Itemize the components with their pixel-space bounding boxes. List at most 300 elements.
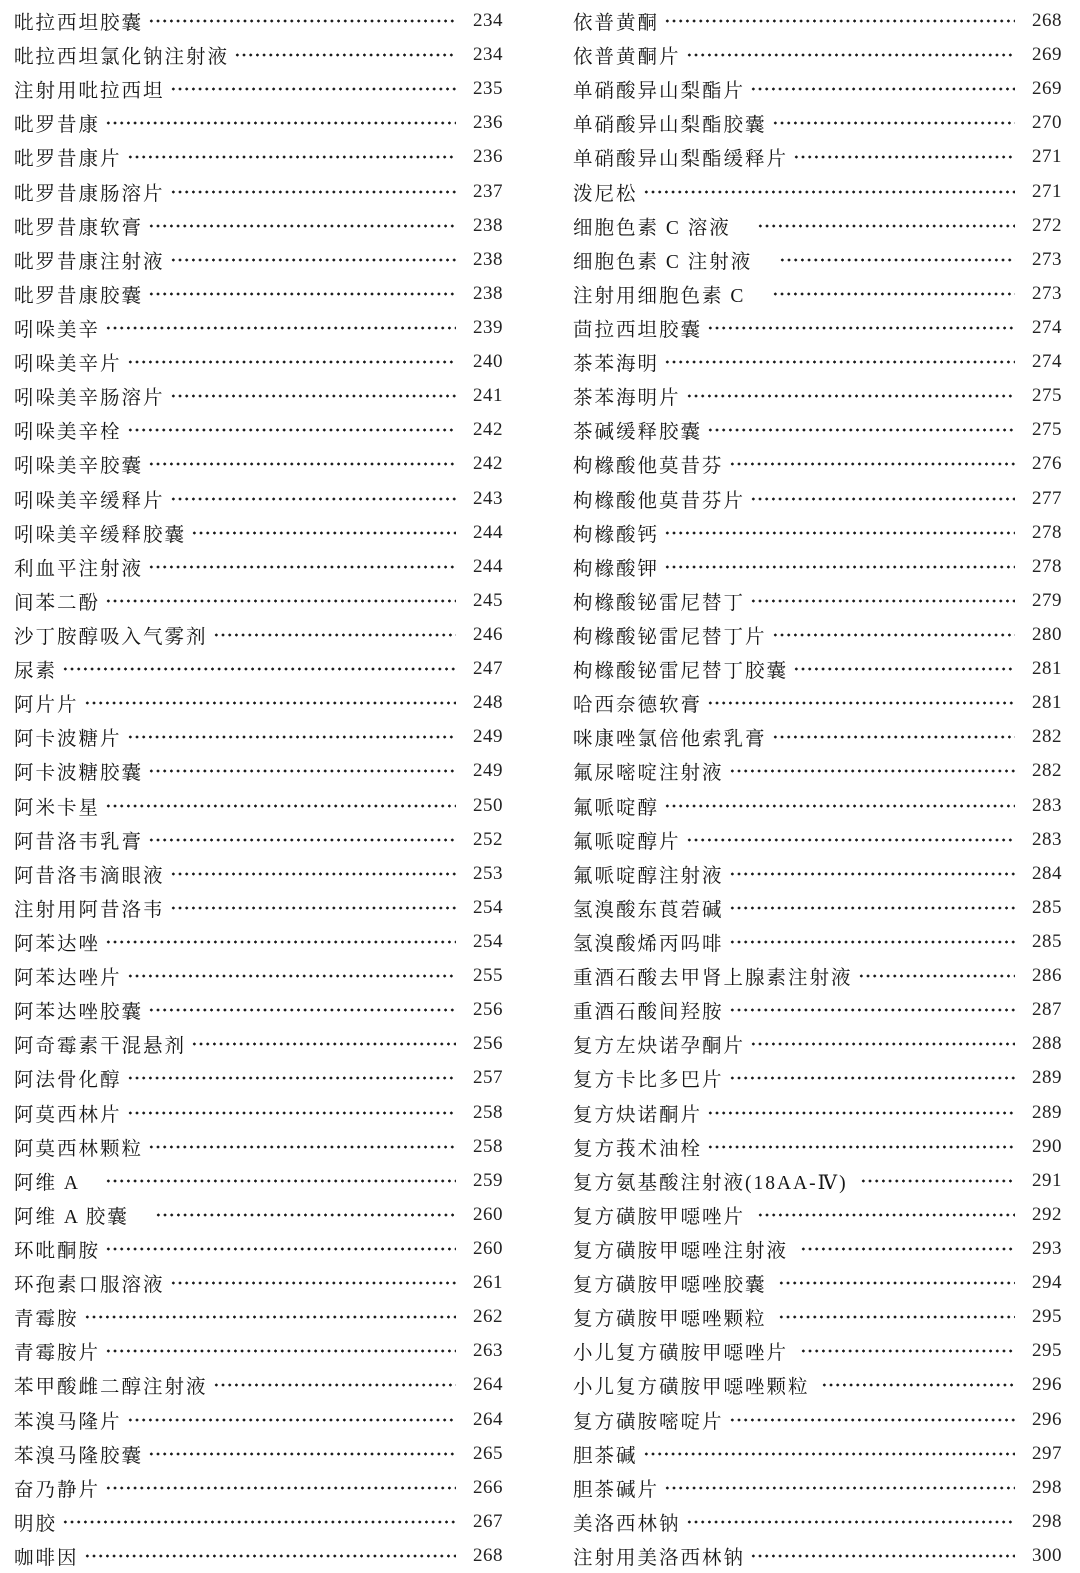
drug-name: 重酒石酸间羟胺 bbox=[573, 1002, 724, 1024]
toc-entry bbox=[14, 550, 503, 584]
dot-leader bbox=[707, 413, 1015, 447]
drug-name: 阿苯达唑胶囊 bbox=[14, 1002, 144, 1024]
dot-leader bbox=[148, 4, 456, 38]
dot-leader bbox=[148, 447, 456, 481]
toc-entry bbox=[14, 1198, 503, 1232]
page-number: 271 bbox=[1032, 180, 1062, 202]
drug-name: 吡罗昔康片 bbox=[14, 149, 122, 171]
toc-entry bbox=[573, 1027, 1062, 1061]
toc-entry bbox=[573, 1130, 1062, 1164]
drug-name: 阿莫西林片 bbox=[14, 1104, 122, 1126]
page-number: 275 bbox=[1032, 385, 1062, 407]
drug-name: 青霉胺片 bbox=[14, 1343, 101, 1365]
drug-name: 泼尼松 bbox=[573, 183, 638, 205]
toc-entry bbox=[573, 209, 1062, 243]
toc-entry bbox=[573, 550, 1062, 584]
toc-entry bbox=[14, 4, 503, 38]
toc-entry bbox=[573, 447, 1062, 481]
dot-leader bbox=[105, 311, 456, 345]
page-number: 273 bbox=[1032, 282, 1062, 304]
drug-name: 环孢素口服溶液 bbox=[14, 1275, 165, 1297]
drug-name: 利血平注射液 bbox=[14, 558, 144, 580]
dot-leader bbox=[860, 1164, 1015, 1198]
drug-name: 奋乃静片 bbox=[14, 1479, 101, 1501]
page-number: 271 bbox=[1032, 146, 1062, 168]
drug-name: 注射用细胞色素 C bbox=[573, 285, 767, 307]
toc-entry bbox=[14, 1232, 503, 1266]
dot-leader bbox=[800, 1334, 1015, 1368]
page-number: 260 bbox=[473, 1203, 503, 1225]
drug-name: 茴拉西坦胶囊 bbox=[573, 320, 703, 342]
drug-name: 吲哚美辛缓释胶囊 bbox=[14, 524, 187, 546]
drug-name: 吡罗昔康软膏 bbox=[14, 217, 144, 239]
toc-entry bbox=[573, 823, 1062, 857]
page-number: 278 bbox=[1032, 555, 1062, 577]
toc-entry bbox=[14, 925, 503, 959]
toc-entry bbox=[14, 1402, 503, 1436]
page-number: 289 bbox=[1032, 1101, 1062, 1123]
toc-entry bbox=[573, 345, 1062, 379]
page-number: 298 bbox=[1032, 1510, 1062, 1532]
toc-entry bbox=[573, 311, 1062, 345]
drug-name: 枸橼酸铋雷尼替丁胶囊 bbox=[573, 661, 789, 683]
page-number: 249 bbox=[473, 726, 503, 748]
toc-entry bbox=[14, 1266, 503, 1300]
page-number: 276 bbox=[1032, 453, 1062, 475]
page-number: 274 bbox=[1032, 317, 1062, 339]
dot-leader bbox=[643, 175, 1015, 209]
page-number: 246 bbox=[473, 624, 503, 646]
drug-name: 复方卡比多巴片 bbox=[573, 1070, 724, 1092]
toc-entry bbox=[573, 789, 1062, 823]
dot-leader bbox=[664, 345, 1015, 379]
page-number: 250 bbox=[473, 794, 503, 816]
drug-name: 氟哌啶醇 bbox=[573, 797, 660, 819]
dot-leader bbox=[213, 618, 456, 652]
dot-leader bbox=[234, 38, 456, 72]
dot-leader bbox=[772, 720, 1015, 754]
toc-entry bbox=[14, 413, 503, 447]
dot-leader bbox=[779, 243, 1015, 277]
drug-name: 阿卡波糖片 bbox=[14, 729, 122, 751]
page-number: 279 bbox=[1032, 589, 1062, 611]
dot-leader bbox=[664, 4, 1015, 38]
drug-name: 阿维 A 胶囊 bbox=[14, 1206, 151, 1228]
page-number: 237 bbox=[473, 180, 503, 202]
toc-entry bbox=[14, 823, 503, 857]
page-number: 282 bbox=[1032, 726, 1062, 748]
page-number: 295 bbox=[1032, 1306, 1062, 1328]
dot-leader bbox=[707, 1096, 1015, 1130]
dot-leader bbox=[729, 993, 1015, 1027]
toc-entry bbox=[14, 891, 503, 925]
page-number: 235 bbox=[473, 78, 503, 100]
page-number: 280 bbox=[1032, 624, 1062, 646]
dot-leader bbox=[105, 584, 456, 618]
dot-leader bbox=[105, 925, 456, 959]
toc-entry bbox=[14, 345, 503, 379]
dot-leader bbox=[127, 1402, 456, 1436]
dot-leader bbox=[170, 1266, 456, 1300]
page-number: 253 bbox=[473, 862, 503, 884]
toc-entry bbox=[14, 1061, 503, 1095]
toc-entry bbox=[573, 754, 1062, 788]
drug-name: 单硝酸异山梨酯片 bbox=[573, 81, 746, 103]
dot-leader bbox=[105, 1232, 456, 1266]
dot-leader bbox=[778, 1266, 1015, 1300]
drug-name: 枸橼酸他莫昔芬 bbox=[573, 456, 724, 478]
page-number: 261 bbox=[473, 1272, 503, 1294]
page-number: 260 bbox=[473, 1237, 503, 1259]
page-number: 288 bbox=[1032, 1033, 1062, 1055]
toc-entry bbox=[573, 686, 1062, 720]
toc-entry bbox=[573, 106, 1062, 140]
drug-name: 阿奇霉素干混悬剂 bbox=[14, 1036, 187, 1058]
toc-entry bbox=[14, 1539, 503, 1573]
page-number: 297 bbox=[1032, 1442, 1062, 1464]
drug-name: 阿法骨化醇 bbox=[14, 1070, 122, 1092]
page-number: 238 bbox=[473, 248, 503, 270]
page-number: 268 bbox=[1032, 10, 1062, 32]
drug-name: 胆茶碱 bbox=[573, 1445, 638, 1467]
toc-entry bbox=[14, 1027, 503, 1061]
drug-name: 依普黄酮 bbox=[573, 13, 660, 35]
page-number: 239 bbox=[473, 317, 503, 339]
drug-name: 吲哚美辛缓释片 bbox=[14, 490, 165, 512]
drug-name: 吡罗昔康胶囊 bbox=[14, 285, 144, 307]
dot-leader bbox=[707, 686, 1015, 720]
drug-name: 茶苯海明片 bbox=[573, 388, 681, 410]
dot-leader bbox=[643, 1437, 1015, 1471]
page-number: 236 bbox=[473, 146, 503, 168]
toc-entry bbox=[14, 209, 503, 243]
drug-name: 吲哚美辛片 bbox=[14, 354, 122, 376]
page-number: 236 bbox=[473, 112, 503, 134]
toc-entry bbox=[573, 925, 1062, 959]
page-number: 245 bbox=[473, 589, 503, 611]
dot-leader bbox=[800, 1232, 1015, 1266]
page-number: 283 bbox=[1032, 794, 1062, 816]
drug-name: 依普黄酮片 bbox=[573, 47, 681, 69]
dot-leader bbox=[105, 1334, 456, 1368]
page-number: 247 bbox=[473, 658, 503, 680]
dot-leader bbox=[148, 823, 456, 857]
dot-leader bbox=[729, 447, 1015, 481]
dot-leader bbox=[793, 140, 1015, 174]
dot-leader bbox=[729, 1402, 1015, 1436]
toc-entry bbox=[14, 652, 503, 686]
toc-entry bbox=[14, 1164, 503, 1198]
toc-entry bbox=[14, 1368, 503, 1402]
toc-entry bbox=[14, 140, 503, 174]
dot-leader bbox=[686, 379, 1015, 413]
page-number: 249 bbox=[473, 760, 503, 782]
dot-leader bbox=[155, 1198, 456, 1232]
drug-name: 环吡酮胺 bbox=[14, 1240, 101, 1262]
page-number: 240 bbox=[473, 351, 503, 373]
drug-name: 小儿复方磺胺甲噁唑片 bbox=[573, 1343, 795, 1365]
dot-leader bbox=[664, 550, 1015, 584]
toc-entry bbox=[573, 1402, 1062, 1436]
dot-leader bbox=[148, 209, 456, 243]
dot-leader bbox=[729, 925, 1015, 959]
page-number: 285 bbox=[1032, 896, 1062, 918]
toc-entry bbox=[573, 1164, 1062, 1198]
toc-entry bbox=[14, 618, 503, 652]
dot-leader bbox=[170, 72, 456, 106]
drug-name: 枸橼酸铋雷尼替丁片 bbox=[573, 627, 767, 649]
page-number: 238 bbox=[473, 282, 503, 304]
page-number: 281 bbox=[1032, 658, 1062, 680]
page-number: 285 bbox=[1032, 931, 1062, 952]
page-number: 244 bbox=[473, 521, 503, 543]
page-number: 267 bbox=[473, 1510, 503, 1532]
drug-name: 明胶 bbox=[14, 1513, 58, 1535]
drug-name: 氢溴酸烯丙吗啡 bbox=[573, 934, 724, 955]
drug-name: 枸橼酸钙 bbox=[573, 524, 660, 546]
dot-leader bbox=[127, 345, 456, 379]
toc-entry bbox=[14, 311, 503, 345]
drug-name: 复方磺胺甲噁唑片 bbox=[573, 1206, 752, 1228]
toc-entry bbox=[573, 4, 1062, 38]
dot-leader bbox=[686, 38, 1015, 72]
toc-entry bbox=[14, 1437, 503, 1471]
drug-name: 枸橼酸铋雷尼替丁 bbox=[573, 592, 746, 614]
page-number: 291 bbox=[1032, 1169, 1062, 1191]
toc-entry bbox=[14, 243, 503, 277]
page-number: 287 bbox=[1032, 999, 1062, 1021]
dot-leader bbox=[213, 1368, 456, 1402]
dot-leader bbox=[170, 891, 456, 925]
dot-leader bbox=[664, 1471, 1015, 1505]
drug-name: 阿昔洛韦滴眼液 bbox=[14, 865, 165, 887]
page-number: 283 bbox=[1032, 828, 1062, 850]
page-number: 269 bbox=[1032, 78, 1062, 100]
dot-leader bbox=[750, 1027, 1015, 1061]
toc-entry bbox=[14, 379, 503, 413]
dot-leader bbox=[170, 175, 456, 209]
toc-entry bbox=[14, 686, 503, 720]
toc-entry bbox=[14, 1334, 503, 1368]
toc-entry bbox=[573, 618, 1062, 652]
dot-leader bbox=[148, 550, 456, 584]
toc-entry bbox=[573, 413, 1062, 447]
toc-entry bbox=[573, 1266, 1062, 1300]
drug-name: 咖啡因 bbox=[14, 1547, 79, 1569]
dot-leader bbox=[750, 482, 1015, 516]
dot-leader bbox=[84, 686, 456, 720]
page-number: 256 bbox=[473, 1033, 503, 1055]
toc-entry bbox=[14, 754, 503, 788]
toc-entry bbox=[573, 959, 1062, 993]
drug-name: 吲哚美辛肠溶片 bbox=[14, 388, 165, 410]
dot-leader bbox=[127, 1061, 456, 1095]
drug-name: 吲哚美辛 bbox=[14, 320, 101, 342]
drug-name: 复方左炔诺孕酮片 bbox=[573, 1036, 746, 1058]
dot-leader bbox=[729, 891, 1015, 925]
page-number: 278 bbox=[1032, 521, 1062, 543]
toc-entry bbox=[573, 1198, 1062, 1232]
drug-name: 复方磺胺甲噁唑注射液 bbox=[573, 1240, 795, 1262]
toc-entry bbox=[573, 72, 1062, 106]
page-number: 259 bbox=[473, 1169, 503, 1191]
drug-name: 吡罗昔康肠溶片 bbox=[14, 183, 165, 205]
dot-leader bbox=[707, 1130, 1015, 1164]
toc-entry bbox=[14, 1300, 503, 1334]
page-number: 242 bbox=[473, 453, 503, 475]
page-number: 244 bbox=[473, 555, 503, 577]
drug-name: 苯甲酸雌二醇注射液 bbox=[14, 1377, 208, 1399]
toc-entry bbox=[573, 175, 1062, 209]
toc-column-right bbox=[573, 4, 1062, 1573]
page-number: 293 bbox=[1032, 1237, 1062, 1259]
page-number: 277 bbox=[1032, 487, 1062, 509]
drug-name: 哈西奈德软膏 bbox=[573, 695, 703, 717]
page-number: 234 bbox=[473, 44, 503, 66]
toc-entry bbox=[573, 1334, 1062, 1368]
drug-name: 单硝酸异山梨酯胶囊 bbox=[573, 115, 767, 137]
dot-leader bbox=[170, 857, 456, 891]
toc-entry bbox=[14, 1505, 503, 1539]
page-number: 298 bbox=[1032, 1476, 1062, 1498]
drug-name: 枸橼酸他莫昔芬片 bbox=[573, 490, 746, 512]
page-number: 274 bbox=[1032, 351, 1062, 373]
toc-entry bbox=[573, 38, 1062, 72]
page-number: 295 bbox=[1032, 1340, 1062, 1362]
drug-name: 注射用美洛西林钠 bbox=[573, 1547, 746, 1569]
drug-name: 苯溴马隆片 bbox=[14, 1411, 122, 1433]
dot-leader bbox=[170, 482, 456, 516]
page-number: 248 bbox=[473, 692, 503, 714]
page-number: 286 bbox=[1032, 965, 1062, 987]
drug-name: 青霉胺 bbox=[14, 1309, 79, 1331]
dot-leader bbox=[127, 140, 456, 174]
page-number: 255 bbox=[473, 965, 503, 987]
drug-name: 复方磺胺嘧啶片 bbox=[573, 1411, 724, 1433]
dot-leader bbox=[62, 1505, 456, 1539]
drug-name: 单硝酸异山梨酯缓释片 bbox=[573, 149, 789, 171]
page-number: 282 bbox=[1032, 760, 1062, 782]
toc-entry bbox=[573, 652, 1062, 686]
toc-entry bbox=[14, 38, 503, 72]
page-number: 296 bbox=[1032, 1408, 1062, 1430]
drug-name: 尿素 bbox=[14, 661, 58, 683]
drug-name: 咪康唑氯倍他索乳膏 bbox=[573, 729, 767, 751]
toc-entry bbox=[573, 857, 1062, 891]
dot-leader bbox=[750, 72, 1015, 106]
toc-entry bbox=[573, 1096, 1062, 1130]
dot-leader bbox=[84, 1539, 456, 1573]
page-number: 256 bbox=[473, 999, 503, 1021]
toc-entry bbox=[573, 1300, 1062, 1334]
dot-leader bbox=[62, 652, 456, 686]
toc-entry bbox=[14, 516, 503, 550]
dot-leader bbox=[148, 993, 456, 1027]
page-number: 275 bbox=[1032, 419, 1062, 441]
toc-entry bbox=[14, 277, 503, 311]
page-number: 268 bbox=[473, 1544, 503, 1566]
dot-leader bbox=[105, 1471, 456, 1505]
toc-entry bbox=[14, 959, 503, 993]
dot-leader bbox=[686, 823, 1015, 857]
dot-leader bbox=[664, 516, 1015, 550]
toc-entry bbox=[573, 1232, 1062, 1266]
dot-leader bbox=[664, 789, 1015, 823]
page-number: 290 bbox=[1032, 1135, 1062, 1157]
page-number: 262 bbox=[473, 1306, 503, 1328]
toc-entry bbox=[14, 1130, 503, 1164]
dot-leader bbox=[750, 1539, 1015, 1573]
dot-leader bbox=[793, 652, 1015, 686]
toc-entry bbox=[14, 175, 503, 209]
dot-leader bbox=[729, 1061, 1015, 1095]
page-number: 238 bbox=[473, 214, 503, 236]
drug-name: 茶苯海明 bbox=[573, 354, 660, 376]
drug-name: 复方磺胺甲噁唑颗粒 bbox=[573, 1309, 774, 1331]
page-number: 269 bbox=[1032, 44, 1062, 66]
page-number: 281 bbox=[1032, 692, 1062, 714]
drug-name: 阿米卡星 bbox=[14, 797, 101, 819]
toc-entry bbox=[14, 482, 503, 516]
drug-name: 阿卡波糖胶囊 bbox=[14, 763, 144, 785]
page-number: 234 bbox=[473, 10, 503, 32]
page-number: 242 bbox=[473, 419, 503, 441]
toc-entry bbox=[573, 993, 1062, 1027]
page-number: 300 bbox=[1032, 1544, 1062, 1566]
drug-name: 重酒石酸去甲肾上腺素注射液 bbox=[573, 968, 853, 990]
drug-name: 细胞色素 C 注射液 bbox=[573, 251, 774, 273]
dot-leader bbox=[778, 1300, 1015, 1334]
drug-name: 氟哌啶醇片 bbox=[573, 831, 681, 853]
drug-name: 复方炔诺酮片 bbox=[573, 1104, 703, 1126]
toc-entry bbox=[14, 72, 503, 106]
drug-name: 阿苯达唑 bbox=[14, 934, 101, 955]
toc-entry bbox=[14, 106, 503, 140]
dot-leader bbox=[105, 106, 456, 140]
dot-leader bbox=[148, 1130, 456, 1164]
toc-entry bbox=[573, 1437, 1062, 1471]
drug-name: 吲哚美辛栓 bbox=[14, 422, 122, 444]
drug-name: 茶碱缓释胶囊 bbox=[573, 422, 703, 444]
toc-entry bbox=[573, 720, 1062, 754]
page-number: 284 bbox=[1032, 862, 1062, 884]
page-number: 265 bbox=[473, 1442, 503, 1464]
toc-entry bbox=[573, 379, 1062, 413]
toc-entry bbox=[14, 1471, 503, 1505]
page-number: 254 bbox=[473, 931, 503, 952]
dot-leader bbox=[127, 720, 456, 754]
dot-leader bbox=[707, 311, 1015, 345]
toc-entry bbox=[14, 720, 503, 754]
page-number: 289 bbox=[1032, 1067, 1062, 1089]
dot-leader bbox=[772, 106, 1015, 140]
dot-leader bbox=[729, 754, 1015, 788]
drug-name: 复方莪术油栓 bbox=[573, 1138, 703, 1160]
dot-leader bbox=[127, 959, 456, 993]
drug-name: 注射用阿昔洛韦 bbox=[14, 899, 165, 921]
drug-name: 枸橼酸钾 bbox=[573, 558, 660, 580]
toc-entry bbox=[14, 789, 503, 823]
dot-leader bbox=[858, 959, 1015, 993]
page-number: 263 bbox=[473, 1340, 503, 1362]
drug-name: 胆茶碱片 bbox=[573, 1479, 660, 1501]
drug-name: 吡拉西坦胶囊 bbox=[14, 13, 144, 35]
dot-leader bbox=[772, 277, 1015, 311]
drug-name: 吡拉西坦氯化钠注射液 bbox=[14, 47, 230, 69]
dot-leader bbox=[127, 413, 456, 447]
drug-name: 细胞色素 C 溶液 bbox=[573, 217, 753, 239]
dot-leader bbox=[84, 1300, 456, 1334]
